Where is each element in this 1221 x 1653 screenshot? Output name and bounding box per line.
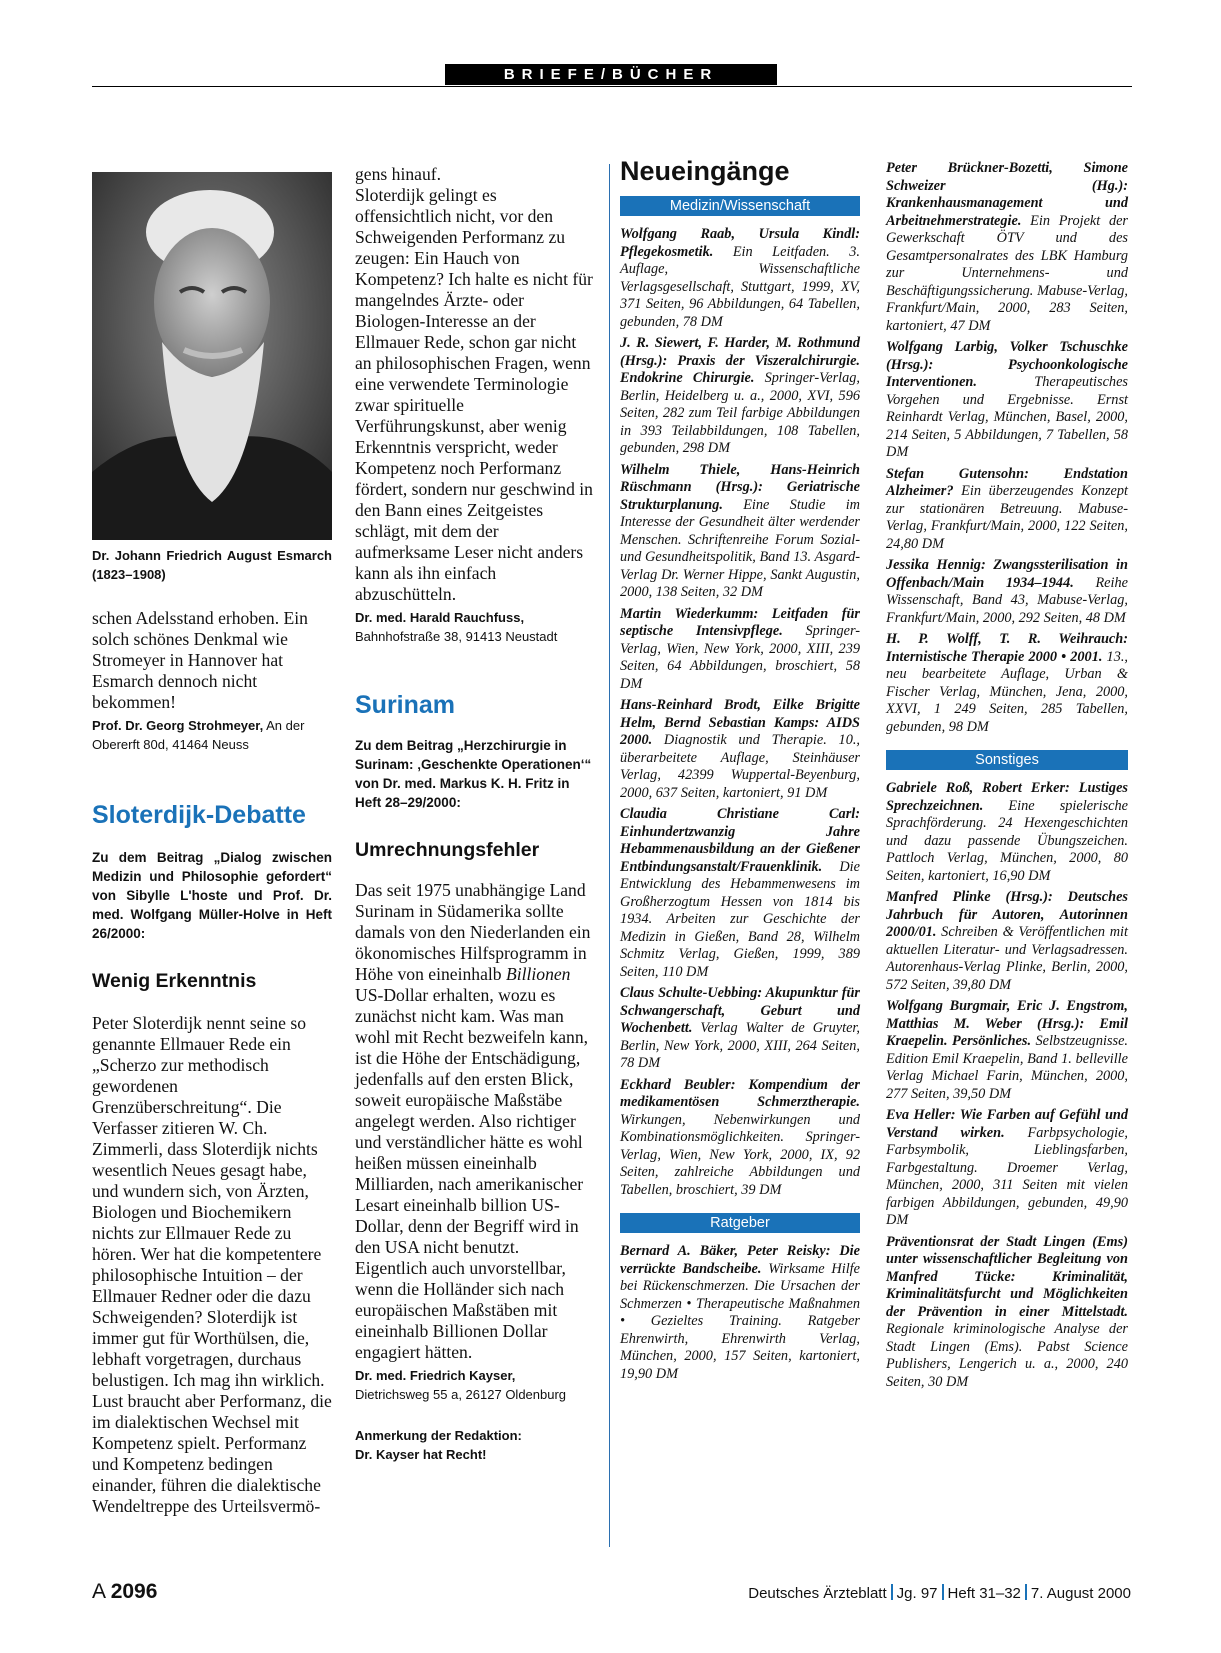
book-details: Reihe Wissenschaft, Band 43, Mabuse-Verlag, Frankfurt/Main, 2000, 292 Seiten, 48 DM: [886, 574, 1128, 626]
book-details: Springer-Verlag, Berlin, Heidelberg u. a., 2000, XVI, 596 Seiten, 282 zum Teil farbige Abbildungen in 393 Teilabbildungen, 108 Tabellen, gebunden, 298 DM: [620, 370, 860, 456]
book-title: Eckhard Beubler: Kompendium der medikamentösen Schmerztherapie.: [620, 1076, 860, 1110]
journal-name: Deutsches Ärzteblatt: [748, 1585, 887, 1602]
category-bar-advice: Ratgeber: [620, 1213, 860, 1233]
book-title: Wilhelm Thiele, Hans-Heinrich Rüschmann (Hrsg.): Geriatrische Strukturplanung.: [620, 461, 860, 513]
letter-text: gens hinauf.: [355, 164, 441, 184]
book-entry: [886, 1107, 1128, 1230]
book-title: J. R. Siewert, F. Harder, M. Rothmund (Hrsg.): Praxis der Viszeralchirurgie. Endokrine Chirurgie.: [620, 335, 860, 386]
signature-address: Bahnhofstraße 38, 91413 Neustadt: [355, 629, 558, 644]
book-title: Jessika Hennig: Zwangssterilisation in Offenbach/Main 1934–1944.: [886, 557, 1128, 591]
signature-address: Obererft 80d, 41464 Neuss: [92, 737, 249, 752]
book-details: Verlag Walter de Gruyter, Berlin, New York, 2000, XIII, 264 Seiten, 78 DM: [620, 1020, 860, 1071]
book-details: Diagnostik und Therapie. 10., überarbeitete Auflage, Steinhäuser Verlag, 42399 Wuppertal-Beyenburg, 2000, 637 Seiten, kartoniert, 91 DM: [620, 732, 860, 801]
category-bar-medicine: Medizin/Wissenschaft: [620, 196, 860, 216]
book-entry: [620, 606, 860, 694]
journal-date: 7. August 2000: [1030, 1585, 1131, 1602]
book-entry: [620, 985, 860, 1073]
book-title: Manfred Plinke (Hrsg.): Deutsches Jahrbuch für Autoren, Autorinnen 2000/01.: [886, 889, 1128, 940]
book-details: Therapeutisches Vorgehen und Ergebnisse. Ernst Reinhardt Verlag, München, Basel, 2000, 214 Seiten, 5 Abbildungen, 7 Tabellen, 58 DM: [886, 374, 1128, 460]
portrait-caption: Dr. Johann Friedrich August Esmarch (1823–1908): [92, 548, 332, 582]
book-entry: [620, 806, 860, 981]
book-details: Schreiben & Veröffentlichen mit aktuellen Literatur- und Verlagsadressen. Autorenhaus-Verlag Plinke, Berlin, 2000, 572 Seiten, 39,80 DM: [886, 924, 1128, 993]
header-rule: [92, 86, 1132, 87]
book-title: Wolfgang Burgmair, Eric J. Engstrom, Matthias M. Weber (Hrsg.): Emil Kraepelin. Persönliches.: [886, 998, 1128, 1049]
book-title: Martin Wiederkumm: Leitfaden für septische Intensivpflege.: [620, 605, 860, 639]
book-details: Regionale kriminologische Analyse der Stadt Lingen (Ems). Pabst Science Publishers, Lengerich u. a., 2000, 240 Seiten, 30 DM: [886, 1321, 1128, 1390]
signature-address: Dietrichsweg 55 a, 26127 Oldenburg: [355, 1387, 567, 1402]
book-details: Eine Studie im Interesse der Gesundheit älter werdender Menschen. Schriftenreihe Forum Sozial- und Gesundheitspolitik, Band 13. Asgard-Verlag Dr. Werner Hippe, Sankt Augustin, 2000, 138 Seiten, 32 DM: [620, 496, 860, 600]
new-arrivals-heading: Neueingänge: [620, 156, 790, 186]
book-entry: [886, 160, 1128, 335]
book-details: Wirksame Hilfe bei Rückenschmerzen. Die Ursachen der Schmerzen • Therapeutische Maßnahmen • Gezieltes Training. Ratgeber Ehrenwirth, Ehrenwirth Verlag, München, 2000, 157 Seiten, kartoniert, 19,90 DM: [620, 1260, 861, 1382]
column-rule: [609, 164, 610, 1547]
book-details: Eine spielerische Sprachförderung. 24 Hexengeschichten und dazu passende Übungszeichen. Pattloch Verlag, München, 2000, 80 Seiten, kartoniert, 16,90 DM: [886, 797, 1128, 884]
book-entry: [620, 462, 860, 602]
book-entry: [886, 339, 1128, 462]
book-entry: [886, 557, 1128, 627]
letter-heading: Umrechnungsfehler: [355, 839, 540, 861]
book-entry: [886, 780, 1128, 885]
portrait-photo: [92, 172, 332, 540]
book-title: Gabriele Roß, Robert Erker: Lustiges Sprechzeichnen.: [886, 780, 1128, 814]
signature-name: Dr. med. Friedrich Kayser,: [355, 1368, 516, 1383]
book-title: Präventionsrat der Stadt Lingen (Ems) unter wissenschaftlicher Begleitung von Manfred Tücke: Kriminalität, Kriminalitätsfurcht und Möglichkeiten der Prävention in einer Mittelstadt.: [886, 1233, 1128, 1320]
portrait-illustration: [92, 172, 332, 540]
letter-text: Das seit 1975 unabhängige Land Surinam in Südamerika sollte damals von den Niederlanden ein ökonomisches Hilfsprogramm in Höhe von eineinhalb Billionen US-Dollar erhalten, wozu es zunächst nicht kam. Was man wohl mit Recht bezweifeln kann, ist die Höhe der Entschädigung, jedenfalls auf den ersten Blick, soweit europäische Maßstäbe angelegt werden. Also richtiger und verständlicher hätte es wohl heißen müssen eineinhalb Milliarden, nach amerikanischer Lesart eineinhalb billion US-Dollar, denn der Begriff wird in den USA nicht benutzt. Eigentlich auch unvorstellbar, wenn die Holländer sich nach europäischen Maßstäben mit eineinhalb Billionen Dollar engagiert hätten.: [355, 880, 591, 1362]
book-entry: [886, 998, 1128, 1103]
journal-issue: Heft 31–32: [947, 1585, 1021, 1602]
book-title: Wolfgang Raab, Ursula Kindl: Pflegekosmetik.: [620, 226, 860, 260]
letter-text: schen Adelsstand erhoben. Ein solch schönes Denkmal wie Stromeyer in Hannover hat Esmarch dennoch nicht bekommen!: [92, 608, 308, 712]
section-banner: BRIEFE/BÜCHER: [445, 64, 777, 85]
signature-address: An der: [263, 718, 305, 733]
book-title: Eva Heller: Wie Farben auf Gefühl und Verstand wirken.: [886, 1107, 1128, 1141]
letter-text: Sloterdijk gelingt es offensichtlich nicht, vor den Schweigenden Performanz zu zeugen: Ein Hauch von Kompetenz? Ich halte es nicht für mangelndes Ärzte- oder Biologen-Interesse an der Ellmauer Rede, schon gar nicht an philosophischen Fragen, wenn eine verwendete Terminologie zwar spirituelle Verführungskunst, aber wenig Erkenntnis verspricht, weder Kompetenz noch Performanz fördert, sondern nur geschwind in den Bann eines Zeitgeistes schlägt, mit dem der aufmerksame Leser nicht anders kann als ihn einfach abzuschütteln.: [355, 185, 593, 604]
book-entry: [620, 1243, 860, 1383]
book-entry: [620, 226, 860, 331]
book-entry: [620, 697, 860, 802]
book-details: Springer-Verlag, Wien, New York, 2000, XIII, 239 Seiten, 64 Abbildungen, broschiert, 58 DM: [620, 623, 860, 692]
book-details: Die Entwicklung des Hebammenwesens im Großherzogtum Hessen von 1814 bis 1934. Arbeiten zur Geschichte der Medizin in Gießen, Band 28, Wilhelm Schmitz Verlag, Gießen, 1999, 389 Seiten, 110 DM: [620, 858, 860, 980]
signature-name: Dr. med. Harald Rauchfuss,: [355, 610, 525, 625]
book-entry: [886, 1234, 1128, 1392]
page-number: A 2096: [92, 1580, 158, 1603]
book-details: Farbpsychologie, Farbsymbolik, Lieblingsfarben, Farbgestaltung. Droemer Verlag, München, 2000, 311 Seiten mit vielen farbigen Abbildungen, gebunden, 49,90 DM: [886, 1124, 1128, 1228]
book-title: Peter Brückner-Bozetti, Simone Schweizer (Hg.): Krankenhausmanagement und Arbeitnehmerstrategie.: [886, 160, 1128, 229]
book-title: Stefan Gutensohn: Endstation Alzheimer?: [886, 465, 1128, 499]
book-details: 13., neu bearbeitete Auflage, Urban & Fischer Verlag, München, Jena, 2000, XXVI, 1 249 Seiten, 285 Tabellen, gebunden, 98 DM: [886, 648, 1128, 735]
book-details: Ein überzeugendes Konzept zur stationären Betreuung. Mabuse-Verlag, Frankfurt/Main, 2000, 122 Seiten, 24,80 DM: [886, 483, 1128, 552]
book-entry: [620, 1077, 860, 1200]
book-details: Ein Leitfaden. 3. Auflage, Wissenschaftliche Verlagsgesellschaft, Stuttgart, 1999, XV, 371 Seiten, 96 Abbildungen, 64 Tabellen, gebunden, 78 DM: [620, 243, 860, 330]
book-title: Hans-Reinhard Brodt, Eilke Brigitte Helm, Bernd Sebastian Kamps: AIDS 2000.: [620, 697, 860, 748]
book-title: Claudia Christiane Carl: Einhundertzwanzig Jahre Hebammenausbildung an der Gießener Entbindungsanstalt/Frauenklinik.: [620, 806, 860, 875]
book-title: Wolfgang Larbig, Volker Tschuschke (Hrsg.): Psychoonkologische Interventionen.: [886, 339, 1128, 390]
category-bar-misc: Sonstiges: [886, 750, 1128, 770]
journal-footer: [748, 1584, 1131, 1602]
article-reference: Zu dem Beitrag „Dialog zwischen Medizin und Philosophie gefordert“ von Sibylle L'hoste und Prof. Dr. med. Wolfgang Müller-Holve in Heft 26/2000:: [92, 850, 332, 941]
book-details: Ein Projekt der Gewerkschaft ÖTV und des Gesamtpersonalrates des LBK Hamburg zur Unternehmens- und Beschäftigungssicherung. Mabuse-Verlag, Frankfurt/Main, 2000, 283 Seiten, kartoniert, 47 DM: [886, 212, 1128, 334]
book-entry: [886, 466, 1128, 554]
book-title: H. P. Wolff, T. R. Weihrauch: Internistische Therapie 2000 • 2001.: [886, 631, 1128, 665]
signature-name: Prof. Dr. Georg Strohmeyer,: [92, 718, 264, 733]
book-details: Wirkungen, Nebenwirkungen und Kombinationsmöglichkeiten. Springer-Verlag, Wien, New York, 2000, IX, 92 Seiten, zahlreiche Abbildungen und Tabellen, broschiert, 39 DM: [620, 1111, 860, 1198]
editor-note-label: Anmerkung der Redaktion:: [355, 1428, 522, 1443]
book-details: Selbstzeugnisse. Edition Emil Kraepelin, Band 1. belleville Verlag Michael Farin, München, 2000, 277 Seiten, 39,50 DM: [886, 1033, 1128, 1102]
article-reference: Zu dem Beitrag „Herzchirurgie in Surinam: ‚Geschenkte Operationen‘“ von Dr. med. Markus K. H. Fritz in Heft 28–29/2000:: [355, 738, 592, 810]
book-entry: [886, 889, 1128, 994]
letter-heading: Wenig Erkenntnis: [92, 970, 257, 992]
book-entry: [886, 631, 1128, 736]
section-heading: Sloterdijk-Debatte: [92, 801, 306, 829]
editor-note-text: Dr. Kayser hat Recht!: [355, 1447, 487, 1462]
book-title: Bernard A. Bäker, Peter Reisky: Die verrückte Bandscheibe.: [620, 1243, 860, 1277]
book-title: Claus Schulte-Uebbing: Akupunktur für Schwangerschaft, Geburt und Wochenbett.: [620, 985, 860, 1036]
letter-text: Peter Sloterdijk nennt seine so genannte Ellmauer Rede ein „Scherzo zur methodisch gewordenen Grenzüberschreitung“. Die Verfasser zitieren W. Ch. Zimmerli, dass Sloterdijk nichts wesentlich Neues gesagt habe, und wundern sich, von Ärzten, Biologen und Biochemikern nichts zur Ellmauer Rede zu hören. Wer hat die kompetentere philosophische Intuition – der Ellmauer Redner oder die dazu Schweigenden? Sloterdijk ist immer gut für Worthülsen, die, lebhaft vorgetragen, durchaus belustigen. Ich mag ihn wirklich. Lust braucht aber Performanz, die im dialektischen Wechsel mit Kompetenz spielt. Performanz und Kompetenz bedingen einander, führen die dialektische Wendeltreppe des Urteilsvermö-: [92, 1013, 332, 1516]
journal-volume: Jg. 97: [896, 1585, 938, 1602]
section-heading: Surinam: [355, 691, 456, 719]
book-entry: [620, 335, 860, 458]
